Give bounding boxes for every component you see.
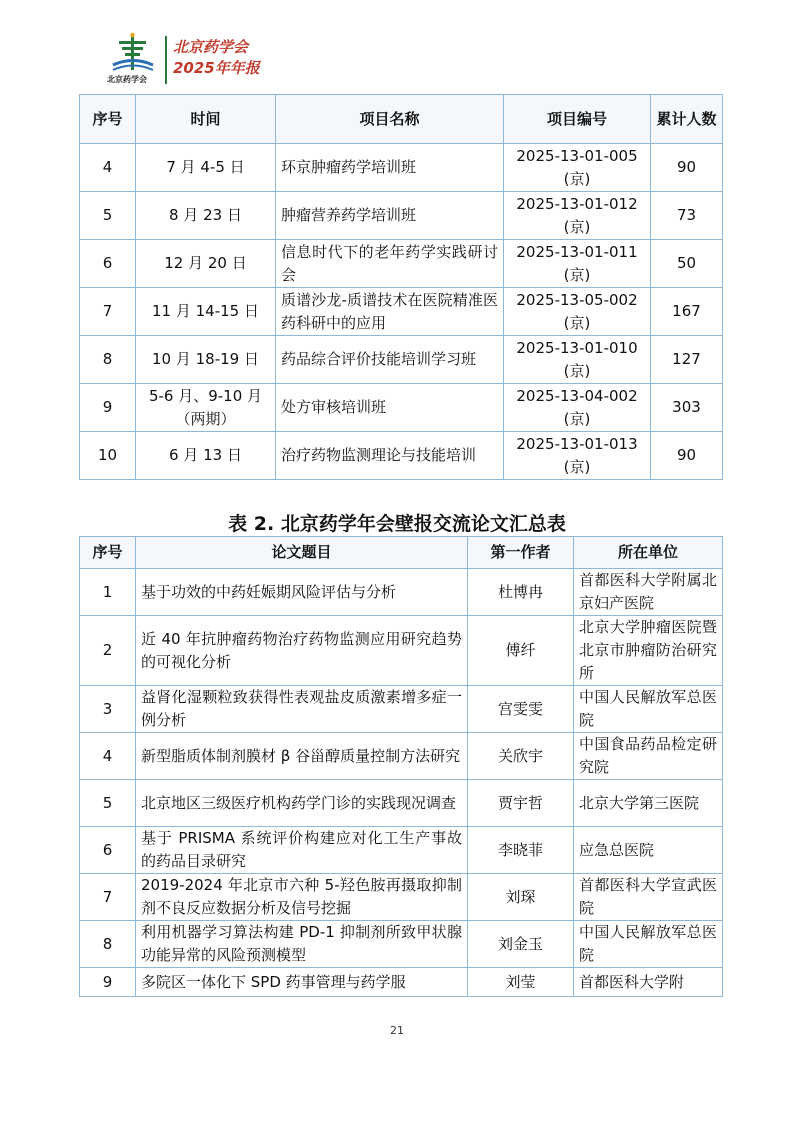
- row-first-author: 贾宇哲: [468, 780, 574, 827]
- row-number: 4: [80, 733, 136, 780]
- row-paper-title: 益肾化湿颗粒致获得性表观盐皮质激素增多症一例分析: [136, 686, 468, 733]
- header-cell: 论文题目: [136, 537, 468, 569]
- row-paper-title: 近 40 年抗肿瘤药物治疗药物监测应用研究趋势的可视化分析: [136, 616, 468, 686]
- table-row: [80, 874, 723, 921]
- row-number: 7: [80, 874, 136, 921]
- row-affiliation: 中国人民解放军总医院: [574, 921, 723, 968]
- table-row: [80, 144, 723, 192]
- table-row: [80, 968, 723, 997]
- page-number: 21: [390, 1024, 404, 1037]
- row-date: 12 月 20 日: [136, 240, 276, 288]
- row-attendee-count: 90: [651, 432, 723, 480]
- row-project-name: 药品综合评价技能培训学习班: [276, 336, 504, 384]
- row-project-code: 2025-13-05-002 (京): [504, 288, 651, 336]
- row-paper-title: 多院区一体化下 SPD 药事管理与药学服: [136, 968, 468, 997]
- row-project-name: 信息时代下的老年药学实践研讨会: [276, 240, 504, 288]
- table2-caption: 表 2. 北京药学年会壁报交流论文汇总表: [228, 513, 566, 535]
- page-header: [105, 32, 305, 88]
- row-number: 6: [80, 240, 136, 288]
- header-cell: 序号: [80, 537, 136, 569]
- row-date: 7 月 4-5 日: [136, 144, 276, 192]
- row-first-author: 李晓菲: [468, 827, 574, 874]
- row-attendee-count: 73: [651, 192, 723, 240]
- table-row: [80, 733, 723, 780]
- row-project-code: 2025-13-01-005 (京): [504, 144, 651, 192]
- row-number: 8: [80, 921, 136, 968]
- row-attendee-count: 90: [651, 144, 723, 192]
- table-row: [80, 827, 723, 874]
- row-date: 10 月 18-19 日: [136, 336, 276, 384]
- row-paper-title: 新型脂质体制剂膜材 β 谷甾醇质量控制方法研究: [136, 733, 468, 780]
- table-row: [80, 192, 723, 240]
- row-number: 10: [80, 432, 136, 480]
- table-header-row: [80, 95, 723, 144]
- header-subtitle: 2025年年报: [173, 59, 260, 77]
- row-attendee-count: 303: [651, 384, 723, 432]
- row-project-code: 2025-13-01-012 (京): [504, 192, 651, 240]
- row-first-author: 刘金玉: [468, 921, 574, 968]
- header-cell: 项目名称: [276, 95, 504, 144]
- row-attendee-count: 50: [651, 240, 723, 288]
- logo-caption: 北京药学会: [107, 75, 147, 84]
- row-date: 11 月 14-15 日: [136, 288, 276, 336]
- row-paper-title: 基于功效的中药妊娠期风险评估与分析: [136, 569, 468, 616]
- poster-paper-table: [79, 536, 723, 997]
- header-divider: [165, 36, 167, 84]
- row-first-author: 刘琛: [468, 874, 574, 921]
- row-date: 6 月 13 日: [136, 432, 276, 480]
- row-paper-title: 利用机器学习算法构建 PD-1 抑制剂所致甲状腺功能异常的风险预测模型: [136, 921, 468, 968]
- header-title: 北京药学会: [173, 38, 249, 56]
- row-number: 5: [80, 192, 136, 240]
- row-affiliation: 首都医科大学附: [574, 968, 723, 997]
- row-affiliation: 北京大学肿瘤医院暨北京市肿瘤防治研究所: [574, 616, 723, 686]
- row-project-name: 质谱沙龙-质谱技术在医院精准医药科研中的应用: [276, 288, 504, 336]
- row-paper-title: 基于 PRISMA 系统评价构建应对化工生产事故的药品目录研究: [136, 827, 468, 874]
- row-affiliation: 中国人民解放军总医院: [574, 686, 723, 733]
- header-cell: 累计人数: [651, 95, 723, 144]
- row-project-name: 治疗药物监测理论与技能培训: [276, 432, 504, 480]
- table-row: [80, 569, 723, 616]
- table-row: [80, 336, 723, 384]
- row-first-author: 刘莹: [468, 968, 574, 997]
- row-number: 4: [80, 144, 136, 192]
- row-paper-title: 北京地区三级医疗机构药学门诊的实践现况调查: [136, 780, 468, 827]
- row-paper-title: 2019-2024 年北京市六种 5-羟色胺再摄取抑制剂不良反应数据分析及信号挖掘: [136, 874, 468, 921]
- row-date: 5-6 月、9-10 月 （两期）: [136, 384, 276, 432]
- table-row: [80, 384, 723, 432]
- row-project-name: 环京肿瘤药学培训班: [276, 144, 504, 192]
- table-row: [80, 780, 723, 827]
- row-first-author: 傅纤: [468, 616, 574, 686]
- row-affiliation: 应急总医院: [574, 827, 723, 874]
- header-cell: 项目编号: [504, 95, 651, 144]
- row-first-author: 宫雯雯: [468, 686, 574, 733]
- header-cell: 第一作者: [468, 537, 574, 569]
- row-number: 3: [80, 686, 136, 733]
- row-number: 7: [80, 288, 136, 336]
- row-affiliation: 首都医科大学附属北京妇产医院: [574, 569, 723, 616]
- header-cell: 所在单位: [574, 537, 723, 569]
- table-row: [80, 686, 723, 733]
- row-number: 9: [80, 968, 136, 997]
- row-number: 6: [80, 827, 136, 874]
- row-project-name: 处方审核培训班: [276, 384, 504, 432]
- header-cell: 时间: [136, 95, 276, 144]
- row-project-code: 2025-13-01-010 (京): [504, 336, 651, 384]
- row-number: 8: [80, 336, 136, 384]
- row-number: 1: [80, 569, 136, 616]
- row-project-code: 2025-13-04-002 (京): [504, 384, 651, 432]
- row-affiliation: 北京大学第三医院: [574, 780, 723, 827]
- table-row: [80, 616, 723, 686]
- row-affiliation: 中国食品药品检定研究院: [574, 733, 723, 780]
- row-project-code: 2025-13-01-013 (京): [504, 432, 651, 480]
- header-cell: 序号: [80, 95, 136, 144]
- row-attendee-count: 167: [651, 288, 723, 336]
- table-header-row: [80, 537, 723, 569]
- row-number: 9: [80, 384, 136, 432]
- row-project-name: 肿瘤营养药学培训班: [276, 192, 504, 240]
- row-attendee-count: 127: [651, 336, 723, 384]
- training-program-table: [79, 94, 723, 480]
- table-row: [80, 432, 723, 480]
- table-row: [80, 288, 723, 336]
- row-number: 2: [80, 616, 136, 686]
- row-project-code: 2025-13-01-011 (京): [504, 240, 651, 288]
- row-date: 8 月 23 日: [136, 192, 276, 240]
- row-first-author: 关欣宇: [468, 733, 574, 780]
- table-row: [80, 921, 723, 968]
- row-first-author: 杜博冉: [468, 569, 574, 616]
- table-row: [80, 240, 723, 288]
- row-number: 5: [80, 780, 136, 827]
- row-affiliation: 首都医科大学宣武医院: [574, 874, 723, 921]
